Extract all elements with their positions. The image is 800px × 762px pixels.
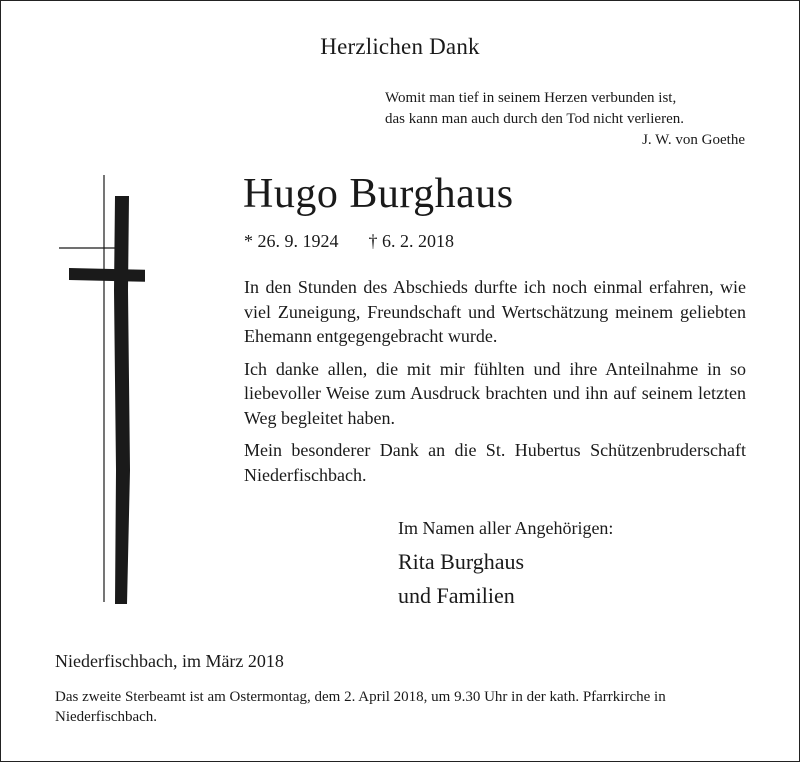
deceased-name: Hugo Burghaus xyxy=(243,171,514,217)
paragraph: Ich danke allen, die mit mir fühlten und ihre Anteilnahme in so liebevoller Weise zum Ausdruck brachten und ihn auf seinem letzten Weg begleitet haben. xyxy=(244,358,746,428)
goethe-quote xyxy=(385,88,745,151)
signature-family: und Familien xyxy=(398,583,515,608)
quote-line-1: Womit man tief in seinem Herzen verbunden ist, xyxy=(385,90,677,106)
signature-block xyxy=(398,518,613,613)
mass-note: Das zweite Sterbeamt ist am Ostermontag, dem 2. April 2018, um 9.30 Uhr in der kath. Pfarrkirche in Niederfischbach. xyxy=(55,689,666,725)
place-date: Niederfischbach, im März 2018 xyxy=(55,651,284,671)
birth-date: * 26. 9. 1924 xyxy=(244,231,339,251)
life-dates xyxy=(244,231,454,252)
paragraph: In den Stunden des Abschieds durfte ich noch einmal erfahren, wie viel Zuneigung, Freundschaft und Wertschätzung meinem geliebten Ehemann entgegengebracht wurde. xyxy=(244,277,746,346)
thank-you-text xyxy=(244,275,746,495)
cross-icon xyxy=(55,170,145,610)
signature-name: Rita Burghaus xyxy=(398,549,525,574)
quote-line-2: das kann man auch durch den Tod nicht verlieren. xyxy=(385,111,684,127)
quote-author: J. W. von Goethe xyxy=(642,132,745,148)
signature-intro: Im Namen aller Angehörigen: xyxy=(398,518,614,538)
notice-heading: Herzlichen Dank xyxy=(320,34,480,59)
death-date: † 6. 2. 2018 xyxy=(368,231,454,251)
paragraph: Mein besonderer Dank an die St. Hubertus Schützenbruderschaft Niederfischbach. xyxy=(244,440,746,485)
